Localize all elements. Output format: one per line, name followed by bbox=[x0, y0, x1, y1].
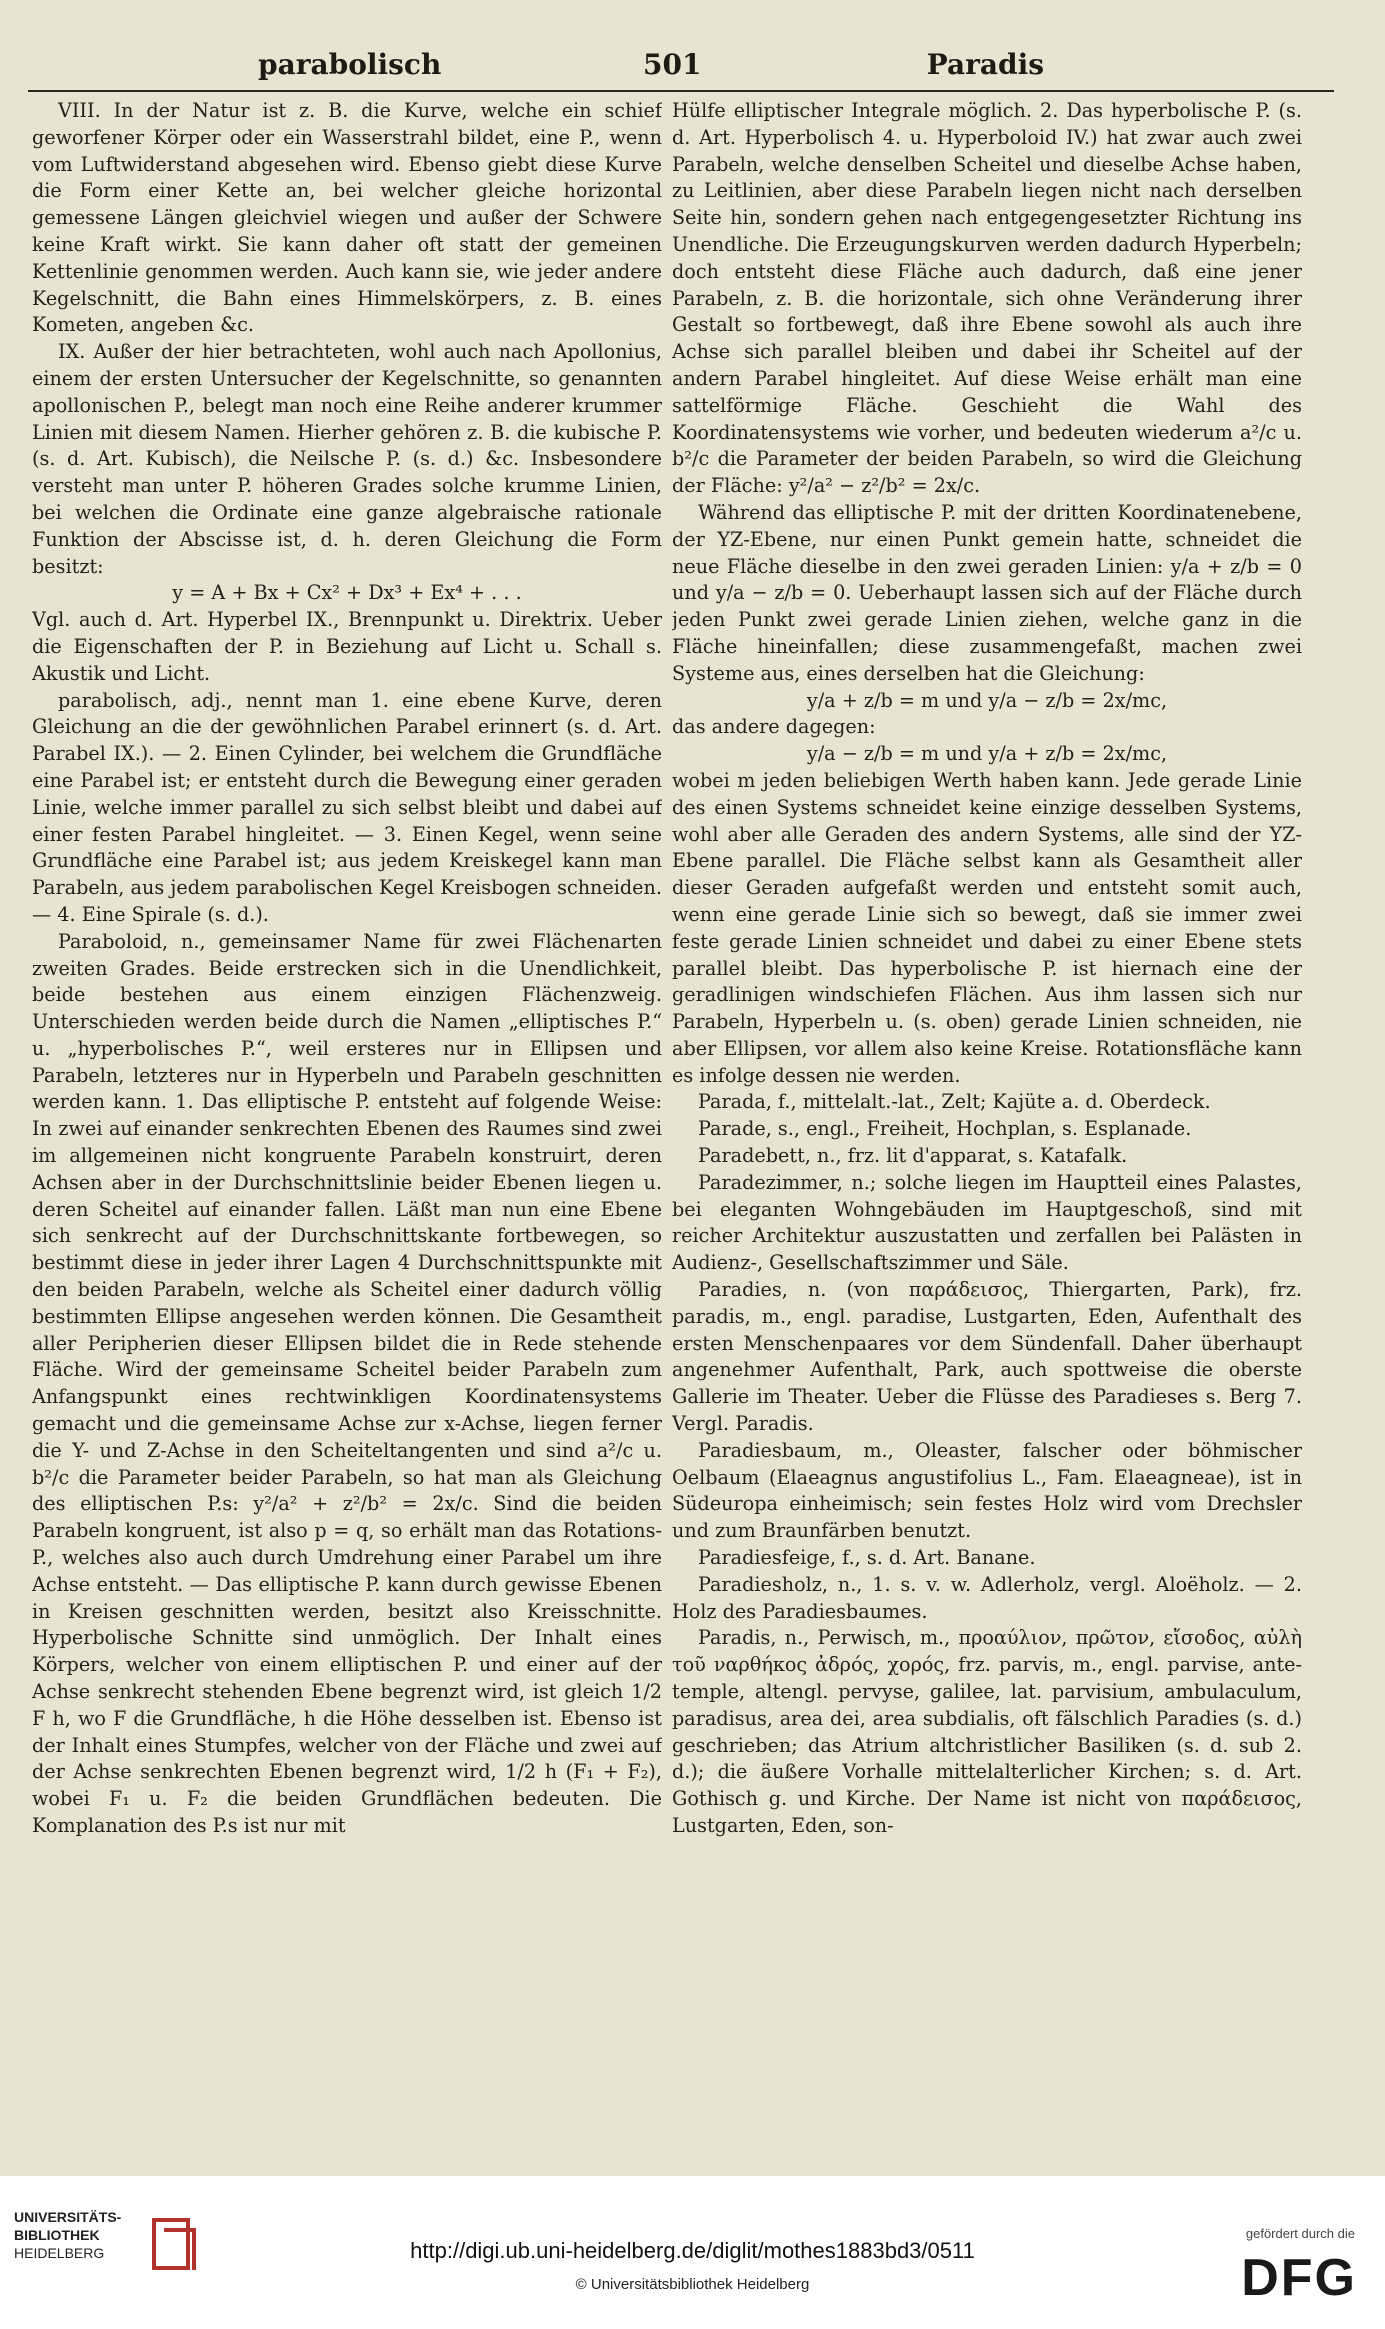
text-das-andere: das andere dagegen: bbox=[672, 715, 876, 739]
viewer-footer bbox=[0, 2176, 1385, 2329]
entry-parada: Parada, f., mittelalt.-lat., Zelt; Kajüte a. d. Oberdeck. bbox=[698, 1090, 1211, 1114]
running-header bbox=[28, 44, 1334, 92]
paragraph-references: Vgl. auch d. Art. Hyperbel IX., Brennpunkt u. Direktrix. Ueber die Eigenschaften der P. in Beziehung auf Licht u. Schall s. Akustik und Licht. bbox=[32, 608, 662, 685]
permalink-url[interactable]: http://digi.ub.uni-heidelberg.de/diglit/mothes1883bd3/0511 bbox=[410, 2238, 975, 2263]
library-name-line1: UNIVERSITÄTS- bbox=[14, 2209, 122, 2225]
equation-system-one: y/a + z/b = m und y/a − z/b = 2x/mc, bbox=[806, 688, 1168, 712]
equation-polynomial: y = A + Bx + Cx² + Dx³ + Ex⁴ + . . . bbox=[172, 581, 522, 605]
paragraph-yz-plane: Während das elliptische P. mit der dritten Koordinatenebene, der YZ-Ebene, nur einen Punkt gemein hatte, schneidet die neue Fläche dieselbe in den zwei geraden Linien: y/a + z/b = 0 und y/a − z/b = 0. Ueberhaupt lassen sich auf der Fläche durch jeden Punkt zwei gerade Linien ziehen, welche ganz in die Fläche hineinfallen; diese zusammengefaßt, machen zwei Systeme aus, eines derselben hat die Gleichung: bbox=[672, 500, 1302, 685]
paragraph-hyperbolic: Hülfe elliptischer Integrale möglich. 2. Das hyperbolische P. (s. d. Art. Hyperbolisch 4. u. Hyperboloid IV.) hat zwar auch zwei Parabeln, welche denselben Scheitel und dieselbe Achse haben, zu Leitlinien, aber diese Parabeln liegen nicht nach derselben Seite hin, sondern gehen nach entgegengesetzter Richtung ins Unendliche. Die Erzeugungskurven werden dadurch Hyperbeln; doch entsteht diese Fläche auch dadurch, daß eine jener Parabeln, z. B. die horizontale, sich ohne Veränderung ihrer Gestalt so fortbewegt, daß ihre Ebene sowohl als auch ihre Achse sich parallel bleiben und dabei ihr Scheitel auf der andern Parabel hingleitet. Auf diese Weise erhält man eine sattelförmige Fläche. Geschieht die Wahl des Koordinatensystems wie vorher, und bedeuten wiederum a²/c u. b²/c die Parameter der beiden Parabeln, so wird die Gleichung der Fläche: y²/a² − z²/b² = 2x/c. bbox=[672, 99, 1302, 498]
entry-parade: Parade, s., engl., Freiheit, Hochplan, s. Esplanade. bbox=[698, 1117, 1192, 1141]
paragraph-viii: VIII. In der Natur ist z. B. die Kurve, welche ein schief geworfener Körper oder ein Wasserstrahl bildet, eine P., wenn vom Luftwiderstand abgesehen wird. Ebenso giebt diese Kurve die Form einer Kette an, bei welcher gleiche horizontal gemessene Längen gleichviel wiegen und außer der Schwere keine Kraft wirkt. Sie kann daher oft statt der gemeinen Kettenlinie genommen werden. Auch kann sie, wie jeder andere Kegelschnitt, die Bahn eines Himmelskörpers, z. B. eines Kometen, angeben &c. bbox=[32, 99, 662, 337]
library-name-line2: BIBLIOTHEK bbox=[14, 2227, 100, 2243]
page-number: 501 bbox=[643, 48, 702, 81]
dfg-logo: DFG bbox=[1241, 2249, 1357, 2307]
header-left-keyword: parabolisch bbox=[258, 48, 442, 81]
entry-paradiesbaum: Paradiesbaum, m., Oleaster, falscher oder böhmischer Oelbaum (Elaeagnus angustifolius L., Fam. Elaeagneae), ist in Südeuropa einheimisch; sein festes Holz wird vom Drechsler und zum Braunfärben benutzt. bbox=[672, 1438, 1302, 1543]
entry-paradebett: Paradebett, n., frz. lit d'apparat, s. Katafalk. bbox=[698, 1144, 1128, 1168]
funding-caption: gefördert durch die bbox=[1245, 2226, 1355, 2241]
copyright-notice: © Universitätsbibliothek Heidelberg bbox=[575, 2276, 810, 2293]
left-text-column bbox=[32, 98, 662, 2173]
entry-paradiesfeige: Paradiesfeige, f., s. d. Art. Banane. bbox=[698, 1546, 1036, 1570]
library-name-line3: HEIDELBERG bbox=[14, 2245, 105, 2261]
paragraph-lines: wobei m jeden beliebigen Werth haben kann. Jede gerade Linie des einen Systems schneidet keine einzige desselben Systems, wohl aber alle Geraden des andern Systems, alle sind der YZ-Ebene parallel. Die Fläche selbst kann als Gesamtheit aller dieser Geraden aufgefaßt werden und entsteht somit auch, wenn eine gerade Linie sich so bewegt, daß sie immer zwei feste gerade Linien schneidet und dabei zu einer Ebene stets parallel bleibt. Das hyperbolische P. ist hiernach eine der geradlinigen windschiefen Flächen. Aus ihm lassen sich nur Parabeln, Hyperbeln u. (s. oben) gerade Linien schneiden, nie aber Ellipsen, vor allem also keine Kreise. Rotationsfläche kann es infolge dessen nie werden. bbox=[672, 768, 1302, 1087]
entry-paradiesholz: Paradiesholz, n., 1. s. v. w. Adlerholz, vergl. Aloëholz. — 2. Holz des Paradiesbaumes. bbox=[672, 1572, 1302, 1623]
entry-paradis: Paradis, n., Perwisch, m., προαύλιον, πρῶτον, εἴσοδος, αὐλὴ τοῦ ναρθήκος ἀδρός, χορός, frz. parvis, m., engl. parvise, ante-temple, altengl. pervyse, galilee, lat. parvisium, ambulaculum, paradisus, area dei, area subdialis, oft fälschlich Paradies (s. d.) geschrieben; das Atrium altchristlicher Basiliken (s. d. sub 2. d.); die äußere Vorhalle mittelalterlicher Kirchen; s. d. Art. Gothisch g. und Kirche. Der Name ist nicht von παράδεισος, Lustgarten, Eden, son- bbox=[672, 1626, 1302, 1837]
right-text-column bbox=[672, 98, 1302, 2173]
entry-parabolisch: parabolisch, adj., nennt man 1. eine ebene Kurve, deren Gleichung an die der gewöhnlichen Parabel erinnert (s. d. Art. Parabel IX.). — 2. Einen Cylinder, bei welchem die Grundfläche eine Parabel ist; er entsteht durch die Bewegung einer geraden Linie, welche immer parallel zu sich selbst bleibt und dabei auf einer festen Parabel hingleitet. — 3. Einen Kegel, wenn seine Grundfläche eine Parabel ist; aus jedem Kreiskegel kann man Parabeln, aus jedem parabolischen Kegel Kreisbogen schneiden. — 4. Eine Spirale (s. d.). bbox=[32, 688, 662, 926]
header-right-keyword: Paradis bbox=[926, 48, 1044, 81]
entry-paradezimmer: Paradezimmer, n.; solche liegen im Hauptteil eines Palastes, bei eleganten Wohngebäuden im Hauptgeschoß, sind mit reicher Architektur auszustatten und zerfallen bei Palästen in Audienz-, Gesellschaftszimmer und Säle. bbox=[672, 1170, 1302, 1275]
equation-system-two: y/a − z/b = m und y/a + z/b = 2x/mc, bbox=[806, 742, 1168, 766]
entry-paradies: Paradies, n. (von παράδεισος, Thiergarten, Park), frz. paradis, m., engl. paradise, Lustgarten, Eden, Aufenthalt des ersten Menschenpaares vor dem Sündenfall. Daher überhaupt angenehmer Aufenthalt, Park, auch spottweise die oberste Gallerie im Theater. Ueber die Flüsse des Paradieses s. Berg 7. Vergl. Paradis. bbox=[672, 1278, 1302, 1436]
paragraph-ix: IX. Außer der hier betrachteten, wohl auch nach Apollonius, einem der ersten Untersucher der Kegelschnitte, so genannten apollonischen P., belegt man noch eine Reihe anderer krummer Linien mit diesem Namen. Hierher gehören z. B. die kubische P. (s. d. Art. Kubisch), die Neilsche P. (s. d.) &c. Insbesondere versteht man unter P. höheren Grades solche krumme Linien, bei welchen die Ordinate eine ganze algebraische rationale Funktion der Abscisse ist, d. h. deren Gleichung die Form besitzt: bbox=[32, 340, 662, 578]
entry-paraboloid: Paraboloid, n., gemeinsamer Name für zwei Flächenarten zweiten Grades. Beide erstrecken sich in die Unendlichkeit, beide bestehen aus einem einzigen Flächenzweig. Unterschieden werden beide durch die Namen „elliptisches P.“ u. „hyperbolisches P.“, weil ersteres nur in Ellipsen und Parabeln, letzteres nur in Hyperbeln und Parabeln geschnitten werden kann. 1. Das elliptische P. entsteht auf folgende Weise: In zwei auf einander senkrechten Ebenen des Raumes sind zwei im allgemeinen nicht kongruente Parabeln konstruirt, deren Achsen aber in der Durchschnittslinie beider Ebenen liegen u. deren Scheitel auf einander fallen. Läßt man nun eine Ebene sich senkrecht auf der Durchschnittskante fortbewegen, so bestimmt diese in jeder ihrer Lagen 4 Durchschnittspunkte mit den beiden Parabeln, welche als Scheitel einer dadurch völlig bestimmten Ellipse angesehen werden können. Die Gesamtheit aller Peripherien dieser Ellipsen bildet die in Rede stehende Fläche. Wird der gemeinsame Scheitel beider Parabeln zum Anfangspunkt eines rechtwinkligen Koordinatensystems gemacht und die gemeinsame Achse zur x-Achse, liegen ferner die Y- und Z-Achse in den Scheiteltangenten und sind a²/c u. b²/c die Parameter beider Parabeln, so hat man als Gleichung des elliptischen P.s: y²/a² + z²/b² = 2x/c. Sind die beiden Parabeln kongruent, ist also p = q, so erhält man das Rotations-P., welches also auch durch Umdrehung einer Parabel um ihre Achse entsteht. — Das elliptische P. kann durch gewisse Ebenen in Kreisen geschnitten werden, besitzt also Kreisschnitte. Hyperbolische Schnitte sind unmöglich. Der Inhalt eines Körpers, welcher von einem elliptischen P. und einer auf der Achse senkrecht stehenden Ebene begrenzt wird, ist gleich 1/2 F h, wo F die Grundfläche, h die Höhe desselben ist. Ebenso ist der Inhalt eines Stumpfes, welcher von der Fläche und zwei auf der Achse senkrechten Ebenen begrenzt wird, 1/2 h (F₁ + F₂), wobei F₁ u. F₂ die beiden Grundflächen bedeuten. Die Komplanation des P.s ist nur mit bbox=[32, 929, 662, 1837]
